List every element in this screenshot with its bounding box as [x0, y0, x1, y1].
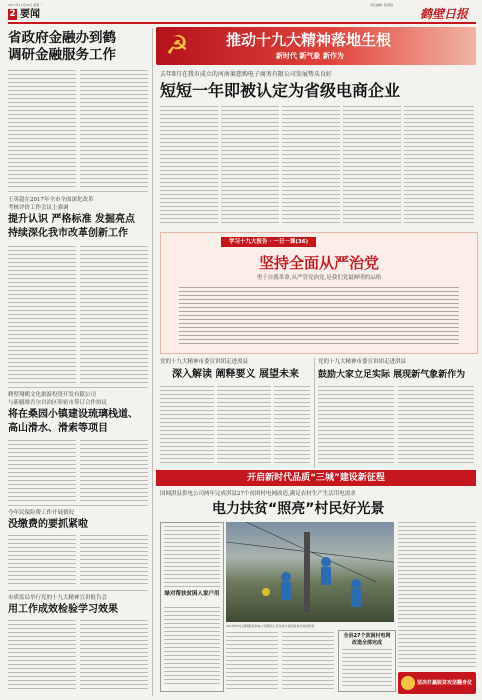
photo-caption: 2016年8月,国网淇县供电公司组织人员对地方贫困村进行电网改造 — [226, 624, 315, 628]
column-divider — [152, 28, 153, 696]
section-title: 要闻 — [20, 9, 40, 20]
side-box-body — [164, 526, 220, 588]
page-number: 2 — [9, 9, 16, 19]
feature-kicker: 国网淇县供电公司两年完成淇县27个贫困村电网改造,满足农村生产生活用电需求 — [160, 491, 356, 497]
left-article-4-body — [8, 535, 76, 587]
mid-headline-1: 深入解读 阐释要义 展望未来 — [172, 369, 299, 380]
left-kicker-2: 王英超在2017年全市全面深化改革 — [8, 197, 94, 203]
banner-subtitle: 新时代 新气象 新作为 — [276, 52, 344, 60]
feature-side-box — [160, 522, 224, 692]
left-kicker-2b: 考核评价工作会议上强调 — [8, 205, 69, 211]
left-article-1-body-col2 — [80, 70, 148, 188]
left-article-5-body-col2 — [80, 620, 148, 692]
left-kicker-4: 今年民保险费工作开展情况 — [8, 510, 75, 516]
left-headline-5: 用工作成效检验学习效果 — [8, 604, 118, 615]
left-kicker-3: 鹤壁翔鹤文化旅游投资开发有限公司 — [8, 392, 97, 398]
page-number-badge — [8, 9, 17, 20]
left-headline-4: 没缴费的要抓紧啦 — [8, 519, 88, 530]
left-kicker-3b: 与新疆维吾尔自治区哈密市签订合作协议 — [8, 400, 108, 406]
header-date: 2017年12月18日 星期一 — [8, 3, 43, 7]
study-box — [160, 232, 478, 354]
top-story-kicker: 去年8月在我市成立的河南莱慈购电子商务有限公司发展势头良好 — [160, 71, 332, 78]
divider — [8, 387, 148, 388]
left-headline-1-line1: 省政府金融办到鹤 — [8, 30, 116, 46]
campaign-bar — [156, 470, 476, 486]
left-headline-3-line1: 将在桑园小镇建设琉璃栈道、 — [8, 409, 138, 420]
top-story-body-col2 — [221, 106, 279, 226]
study-box-subtitle: 勇于自我革命,从严管党治党,是我们党最鲜明的品格 — [256, 275, 382, 281]
header-editor: 责任编辑: 程季娟 — [370, 3, 393, 7]
feature-body-col1 — [226, 632, 278, 690]
campaign-banner — [156, 27, 476, 65]
left-kicker-5: 市质监局举行党的十九大精神宣讲报告会 — [8, 595, 108, 601]
top-story-body-col4 — [343, 106, 401, 226]
feature-body-col2 — [282, 632, 334, 690]
mid-article-2-body-col2 — [398, 386, 474, 466]
left-article-4-body-col2 — [80, 535, 148, 587]
divider — [314, 358, 315, 468]
mid-headline-2: 鼓励大家立足实际 展现新气象新作为 — [318, 370, 466, 380]
side-box-2-body — [342, 649, 392, 687]
side-box-body-2 — [164, 607, 220, 687]
mid-kicker-1: 党的十九大精神市委宣讲团走进浚县 — [160, 359, 249, 365]
banner-title: 推动十九大精神落地生根 — [226, 31, 392, 49]
mid-article-1-body-col1 — [160, 386, 214, 466]
left-headline-2-line1: 提升认识 严格标准 发掘亮点 — [8, 214, 135, 225]
power-workers-image — [226, 522, 394, 622]
top-story-body-col5 — [404, 106, 474, 226]
divider — [8, 590, 148, 591]
left-article-3-body — [8, 440, 76, 502]
top-story-body-col1 — [160, 106, 218, 226]
mid-article-1-body-col2 — [217, 386, 271, 466]
left-headline-2-line2: 持续深化我市改革创新工作 — [8, 228, 128, 239]
study-box-label: 学习十九大报告 · 一日一课(36) — [221, 237, 316, 247]
study-box-title: 坚持全面从严治党 — [258, 254, 379, 272]
side-box-2-title: 全县27个贫困村电网改造全部完成 — [343, 633, 391, 646]
mid-article-2-body-col1 — [318, 386, 394, 466]
left-article-2-body-col2 — [80, 246, 148, 384]
mid-kicker-2: 党的十九大精神市委宣讲团走进淇县 — [318, 359, 407, 365]
feature-title: 电力扶贫“照亮”村民好光景 — [212, 501, 385, 517]
divider — [8, 505, 148, 506]
left-headline-1-line2: 调研金融服务工作 — [8, 47, 116, 63]
footer-ad — [398, 672, 476, 694]
left-article-5-body — [8, 620, 76, 692]
feature-photo — [226, 522, 394, 622]
mid-article-1-body-col3 — [274, 386, 310, 466]
top-story-body-col3 — [282, 106, 340, 226]
footer-ad-badge-icon — [401, 676, 415, 690]
campaign-bar-text: 开启新时代品质“三城”建设新征程 — [247, 473, 385, 483]
left-article-2-body — [8, 246, 76, 384]
feature-side-box-2 — [338, 630, 396, 692]
header-rule — [8, 22, 476, 24]
study-box-body — [179, 287, 459, 345]
footer-ad-text: 坚决打赢脱贫攻坚翻身仗 — [417, 680, 473, 686]
side-box-title: 绿对帮扶贫困人家户用 — [164, 591, 220, 597]
left-article-1-body — [8, 70, 76, 188]
left-headline-3-line2: 高山滑水、滑索等项目 — [8, 423, 108, 434]
divider — [8, 191, 148, 192]
left-article-3-body-col2 — [80, 440, 148, 502]
feature-body-col3 — [398, 522, 476, 670]
top-story-title: 短短一年即被认定为省级电商企业 — [160, 81, 401, 100]
paper-logo: 鹤壁日报 — [420, 7, 469, 21]
party-emblem-icon: ☭ — [165, 31, 189, 61]
